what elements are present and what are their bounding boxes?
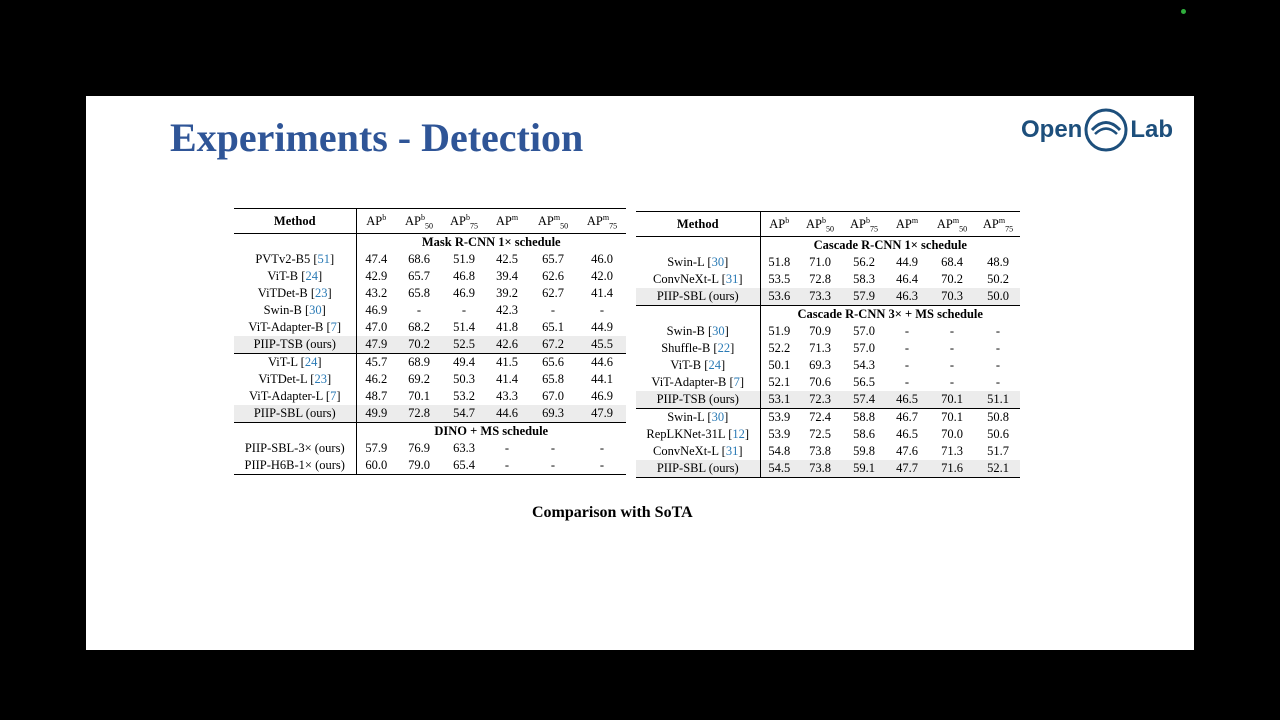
value-cell: 65.6 (528, 354, 578, 372)
method-cell: ViT-Adapter-L [7] (234, 388, 356, 405)
value-cell: 45.7 (356, 354, 396, 372)
method-cell: PIIP-SBL-3× (ours) (234, 440, 356, 457)
value-cell: - (550, 303, 556, 317)
citation-link[interactable]: 24 (305, 269, 318, 283)
value-cell: 68.4 (941, 255, 963, 269)
value-cell: 70.2 (396, 336, 442, 354)
value-cell: 76.9 (408, 441, 430, 455)
value-cell: 57.9 (365, 441, 388, 455)
value-cell: - (904, 375, 910, 389)
value-cell: - (904, 324, 910, 338)
value-cell: 47.0 (365, 320, 388, 334)
citation-link[interactable]: 7 (733, 375, 740, 389)
value-cell: 70.1 (928, 409, 976, 427)
value-cell: 52.2 (768, 341, 791, 355)
value-cell: 72.5 (809, 427, 831, 441)
value-cell: 46.8 (453, 269, 475, 283)
method-cell: Shuffle-B [22] (636, 340, 760, 357)
value-cell: 46.5 (886, 391, 928, 409)
method-cell: ViT-Adapter-B [7] (636, 374, 760, 391)
value-cell: - (599, 441, 605, 455)
value-cell: 63.3 (453, 441, 475, 455)
method-cell: PIIP-H6B-1× (ours) (234, 457, 356, 475)
value-cell: 51.9 (768, 324, 791, 338)
section-heading: Cascade R-CNN 1× schedule (813, 238, 967, 252)
value-cell: 50.2 (987, 272, 1009, 286)
value-cell: - (599, 303, 605, 317)
method-cell: ConvNeXt-L [31] (636, 271, 760, 288)
value-cell: - (995, 358, 1001, 372)
value-cell: 67.0 (542, 389, 564, 403)
value-cell: 68.9 (396, 354, 442, 372)
value-cell: - (949, 375, 955, 389)
value-cell: 57.0 (853, 324, 875, 338)
method-cell: PIIP-TSB (ours) (636, 391, 760, 409)
column-header: $AP^b$ (356, 209, 396, 234)
value-cell: 50.3 (453, 372, 475, 386)
citation-link[interactable]: 24 (708, 358, 721, 372)
logo-eye-icon (1083, 107, 1129, 153)
value-cell: 56.5 (853, 375, 875, 389)
citation-link[interactable]: 31 (725, 272, 739, 286)
value-cell: - (995, 375, 1001, 389)
value-cell: 46.0 (591, 252, 613, 266)
table-row (636, 288, 1020, 306)
value-cell: 79.0 (396, 457, 442, 475)
column-header: $AP^m_{75}$ (578, 209, 626, 234)
citation-link[interactable]: 30 (309, 303, 322, 317)
table-row (636, 460, 1020, 478)
value-cell: 46.9 (591, 389, 613, 403)
table-row (234, 457, 626, 475)
value-cell: 70.6 (809, 375, 831, 389)
value-cell: 68.2 (408, 320, 430, 334)
value-cell: 51.9 (453, 252, 475, 266)
column-header: $AP^b$ (760, 212, 798, 237)
table-row (636, 391, 1020, 409)
method-cell: ViT-B [24] (636, 357, 760, 374)
value-cell: 44.1 (591, 372, 613, 386)
value-cell: 53.1 (760, 391, 798, 409)
slide (86, 96, 1194, 650)
citation-link[interactable]: 7 (330, 320, 337, 334)
value-cell: 50.6 (987, 427, 1009, 441)
column-header: $AP^m_{50}$ (528, 209, 578, 234)
method-cell: ViT-B [24] (234, 268, 356, 285)
value-cell: 52.5 (442, 336, 486, 354)
section-heading: DINO + MS schedule (356, 423, 626, 441)
value-cell: 42.3 (496, 303, 518, 317)
value-cell: 50.1 (768, 358, 791, 372)
method-cell: ViT-Adapter-B [7] (234, 319, 356, 336)
section-heading-row (234, 423, 626, 441)
value-cell: 44.6 (578, 354, 626, 372)
method-cell: PVTv2-B5 [51] (234, 251, 356, 268)
value-cell: 72.8 (809, 272, 831, 286)
value-cell: 57.4 (842, 391, 886, 409)
column-header: $AP^m_{75}$ (976, 212, 1020, 237)
value-cell: 50.0 (976, 288, 1020, 306)
section-heading: Mask R-CNN 1× schedule (421, 235, 561, 249)
value-cell: 54.3 (853, 358, 875, 372)
table-row (234, 371, 626, 388)
table-row (234, 285, 626, 302)
value-cell: 43.2 (365, 286, 388, 300)
method-cell: ViTDet-L [23] (234, 371, 356, 388)
slide-title: Experiments - Detection (170, 115, 584, 160)
value-cell: 53.5 (768, 272, 791, 286)
value-cell: 65.4 (442, 457, 486, 475)
value-cell: 57.9 (842, 288, 886, 306)
value-cell: 41.8 (496, 320, 518, 334)
value-cell: 54.5 (760, 460, 798, 478)
method-cell: Swin-B [30] (234, 302, 356, 319)
value-cell: 72.3 (798, 391, 842, 409)
value-cell: 51.1 (976, 391, 1020, 409)
value-cell: - (904, 341, 910, 355)
column-header: $AP^b_{75}$ (442, 209, 486, 234)
value-cell: 45.5 (578, 336, 626, 354)
table-row (234, 440, 626, 457)
method-cell: Swin-B [30] (636, 323, 760, 340)
table-row (636, 254, 1020, 271)
section-heading-row (636, 237, 1020, 255)
value-cell: 46.4 (896, 272, 918, 286)
table-row (636, 340, 1020, 357)
value-cell: 62.7 (542, 286, 564, 300)
value-cell: 67.2 (528, 336, 578, 354)
value-cell: 52.1 (768, 375, 791, 389)
method-cell: PIIP-SBL (ours) (636, 288, 760, 306)
figure-caption: Comparison with SoTA (532, 504, 693, 521)
method-cell: PIIP-TSB (ours) (234, 336, 356, 354)
method-cell: ViTDet-B [23] (234, 285, 356, 302)
value-cell: 46.7 (886, 409, 928, 427)
value-cell: 54.8 (768, 444, 791, 458)
value-cell: 44.6 (486, 405, 528, 423)
logo-text-left: Open (1021, 116, 1083, 143)
value-cell: 49.4 (442, 354, 486, 372)
table-row (636, 323, 1020, 340)
citation-link[interactable]: 22 (717, 341, 731, 355)
value-cell: 42.5 (496, 252, 518, 266)
citation-link[interactable]: 31 (725, 444, 739, 458)
value-cell: 71.3 (941, 444, 963, 458)
value-cell: 46.3 (886, 288, 928, 306)
value-cell: 65.7 (408, 269, 430, 283)
column-header: $AP^m$ (486, 209, 528, 234)
table-row (234, 251, 626, 268)
value-cell: 49.9 (356, 405, 396, 423)
value-cell: 39.2 (496, 286, 518, 300)
value-cell: 43.3 (496, 389, 518, 403)
value-cell: 53.9 (768, 427, 791, 441)
value-cell: - (995, 341, 1001, 355)
value-cell: 62.6 (542, 269, 564, 283)
logo-text-right: Lab (1130, 116, 1174, 143)
value-cell: 70.3 (928, 288, 976, 306)
table-row (234, 405, 626, 423)
value-cell: 70.9 (809, 324, 831, 338)
method-cell: PIIP-SBL (ours) (234, 405, 356, 423)
value-cell: 70.0 (941, 427, 963, 441)
value-cell: 72.8 (396, 405, 442, 423)
value-cell: 65.1 (542, 320, 564, 334)
column-header: Method (234, 209, 356, 234)
value-cell: 41.5 (486, 354, 528, 372)
value-cell: 47.4 (365, 252, 388, 266)
value-cell: 42.0 (591, 269, 613, 283)
value-cell: 70.1 (408, 389, 430, 403)
method-cell: Swin-L [30] (636, 254, 760, 271)
value-cell: 71.3 (809, 341, 831, 355)
value-cell: 56.2 (853, 255, 875, 269)
status-dot (1181, 9, 1186, 14)
value-cell: - (904, 358, 910, 372)
citation-link[interactable]: 51 (317, 252, 330, 266)
method-cell: Swin-L [30] (636, 409, 760, 427)
value-cell: 65.8 (408, 286, 430, 300)
table-row (636, 374, 1020, 391)
value-cell: 42.6 (486, 336, 528, 354)
value-cell: 69.3 (809, 358, 831, 372)
value-cell: 46.9 (453, 286, 475, 300)
value-cell: 59.8 (853, 444, 875, 458)
value-cell: 50.8 (976, 409, 1020, 427)
value-cell: 58.3 (853, 272, 875, 286)
value-cell: 65.7 (542, 252, 564, 266)
section-heading: Cascade R-CNN 3× + MS schedule (760, 306, 1020, 324)
citation-link[interactable]: 30 (712, 324, 725, 338)
citation-link[interactable]: 23 (315, 286, 328, 300)
column-header: $AP^m$ (886, 212, 928, 237)
value-cell: 44.9 (591, 320, 613, 334)
value-cell: 58.8 (842, 409, 886, 427)
value-cell: 46.5 (896, 427, 918, 441)
value-cell: 39.4 (496, 269, 518, 283)
value-cell: - (578, 457, 626, 475)
column-header: $AP^b_{75}$ (842, 212, 886, 237)
value-cell: - (416, 303, 422, 317)
value-cell: 47.9 (356, 336, 396, 354)
method-cell: ConvNeXt-L [31] (636, 443, 760, 460)
value-cell: 68.6 (408, 252, 430, 266)
value-cell: 72.4 (798, 409, 842, 427)
value-cell: 58.6 (853, 427, 875, 441)
section-heading-row (234, 234, 626, 252)
value-cell: 60.0 (356, 457, 396, 475)
value-cell: 65.8 (542, 372, 564, 386)
value-cell: 52.1 (976, 460, 1020, 478)
value-cell: 48.9 (987, 255, 1009, 269)
table-row (234, 336, 626, 354)
value-cell: 44.9 (896, 255, 918, 269)
table-row (234, 388, 626, 405)
value-cell: 69.2 (408, 372, 430, 386)
table-row (234, 302, 626, 319)
openvlab-logo (1021, 108, 1173, 152)
column-header: Method (636, 212, 760, 237)
value-cell: 70.2 (941, 272, 963, 286)
value-cell: 70.1 (928, 391, 976, 409)
value-cell: - (995, 324, 1001, 338)
value-cell: 73.8 (798, 460, 842, 478)
value-cell: 51.4 (453, 320, 475, 334)
table-header-row (234, 209, 626, 234)
value-cell: - (461, 303, 467, 317)
value-cell: 53.9 (760, 409, 798, 427)
table-row (234, 354, 626, 372)
citation-link[interactable]: 30 (711, 255, 725, 269)
citation-link[interactable]: 12 (732, 427, 745, 441)
value-cell: - (504, 441, 510, 455)
value-cell: 48.7 (365, 389, 388, 403)
value-cell: 73.3 (798, 288, 842, 306)
value-cell: 51.7 (987, 444, 1009, 458)
value-cell: 41.4 (591, 286, 613, 300)
value-cell: - (949, 324, 955, 338)
value-cell: 41.4 (496, 372, 518, 386)
method-cell: ViT-L [24] (234, 354, 356, 372)
value-cell: 71.0 (809, 255, 831, 269)
table-row (636, 426, 1020, 443)
column-header: $AP^b_{50}$ (798, 212, 842, 237)
value-cell: - (486, 457, 528, 475)
citation-link[interactable]: 23 (314, 372, 327, 386)
value-cell: 47.7 (886, 460, 928, 478)
value-cell: 46.2 (365, 372, 388, 386)
value-cell: - (550, 441, 556, 455)
table-row (234, 319, 626, 336)
table-row (636, 409, 1020, 427)
right-results-table (636, 211, 1020, 478)
left-results-table (234, 208, 626, 475)
table-row (636, 357, 1020, 374)
section-heading-row (636, 306, 1020, 324)
value-cell: 46.9 (365, 303, 388, 317)
citation-link[interactable]: 24 (304, 355, 318, 369)
value-cell: 71.6 (928, 460, 976, 478)
value-cell: 47.6 (896, 444, 918, 458)
column-header: $AP^m_{50}$ (928, 212, 976, 237)
value-cell: 69.3 (528, 405, 578, 423)
table-row (636, 271, 1020, 288)
value-cell: - (949, 341, 955, 355)
value-cell: 53.2 (453, 389, 475, 403)
value-cell: 54.7 (442, 405, 486, 423)
value-cell: 42.9 (365, 269, 388, 283)
value-cell: 53.6 (760, 288, 798, 306)
value-cell: 73.8 (809, 444, 831, 458)
method-cell: PIIP-SBL (ours) (636, 460, 760, 478)
value-cell: 59.1 (842, 460, 886, 478)
value-cell: 57.0 (853, 341, 875, 355)
table-row (636, 443, 1020, 460)
citation-link[interactable]: 7 (330, 389, 337, 403)
value-cell: 51.8 (768, 255, 791, 269)
citation-link[interactable]: 30 (711, 410, 725, 424)
value-cell: 47.9 (578, 405, 626, 423)
value-cell: - (949, 358, 955, 372)
value-cell: - (528, 457, 578, 475)
column-header: $AP^b_{50}$ (396, 209, 442, 234)
table-header-row (636, 212, 1020, 237)
method-cell: RepLKNet-31L [12] (636, 426, 760, 443)
table-row (234, 268, 626, 285)
